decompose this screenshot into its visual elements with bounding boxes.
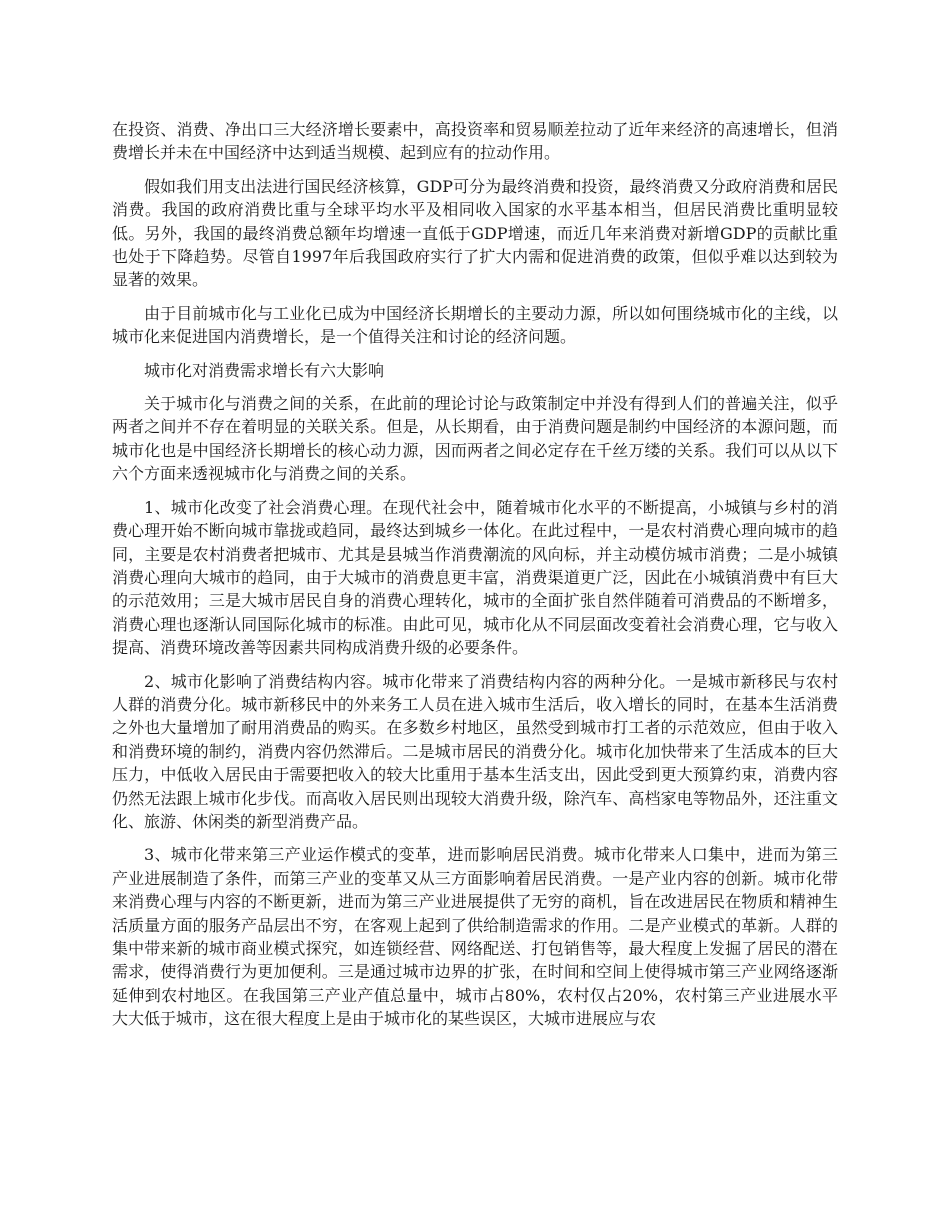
- paragraph-intro: 在投资、消费、净出口三大经济增长要素中，高投资率和贸易顺差拉动了近年来经济的高速增长，但消费增长并未在中国经济中达到适当规模、起到应有的拉动作用。: [112, 120, 838, 163]
- paragraph-urbanization-driver: 由于目前城市化与工业化已成为中国经济长期增长的主要动力源，所以如何围绕城市化的主线，以城市化来促进国内消费增长，是一个值得关注和讨论的经济问题。: [112, 303, 838, 347]
- paragraph-point-3: 3、城市化带来第三产业运作模式的变革，进而影响居民消费。城市化带来人口集中，进而为第三产业进展制造了条件，而第三产业的变革又从三方面影响着居民消费。一是产业内容的创新。城市化带来消费心理与内容的不断更新，进而为第三产业进展提供了无穷的商机，旨在改进居民在物质和精神生活质量方面的服务产品层出不穷，在客观上起到了供给制造需求的作用。二是产业模式的革新。人群的集中带来新的城市商业模式探究，如连锁经营、网络配送、打包销售等，最大程度上发掘了居民的潜在需求，使得消费行为更加便利。三是通过城市边界的扩张，在时间和空间上使得城市第三产业网络逐渐延伸到农村地区。在我国第三产业产值总量中，城市占80%，农村仅占20%，农村第三产业进展水平大大低于城市，这在很大程度上是由于城市化的某些误区，大城市进展应与农: [112, 845, 838, 1029]
- paragraph-relationship: 关于城市化与消费之间的关系，在此前的理论讨论与政策制定中并没有得到人们的普遍关注，似乎两者之间并不存在着明显的关联关系。但是，从长期看，由于消费问题是制约中国经济的本源问题，而城市化也是中国经济长期增长的核心动力源，因而两者之间必定存在千丝万缕的关系。我们可以从以下六个方面来透视城市化与消费之间的关系。: [112, 394, 838, 484]
- document-body: [112, 118, 838, 1041]
- paragraph-gdp-accounting: 假如我们用支出法进行国民经济核算，GDP可分为最终消费和投资，最终消费又分政府消费和居民消费。我国的政府消费比重与全球平均水平及相同收入国家的水平基本相当，但居民消费比重明显较低。另外，我国的最终消费总额年均增速一直低于GDP增速，而近几年来消费对新增GDP的贡献比重也处于下降趋势。尽管自1997年后我国政府实行了扩大内需和促进消费的政策，但似乎难以达到较为显著的效果。: [112, 176, 838, 290]
- paragraph-point-2: 2、城市化影响了消费结构内容。城市化带来了消费结构内容的两种分化。一是城市新移民与农村人群的消费分化。城市新移民中的外来务工人员在进入城市生活后，收入增长的同时，在基本生活消费之外也大量增加了耐用消费品的购买。在多数乡村地区，虽然受到城市打工者的示范效应，但由于收入和消费环境的制约，消费内容仍然滞后。二是城市居民的消费分化。城市化加快带来了生活成本的巨大压力，中低收入居民由于需要把收入的较大比重用于基本生活支出，因此受到更大预算约束，消费内容仍然无法跟上城市化步伐。而高收入居民则出现较大消费升级，除汽车、高档家电等物品外，还注重文化、旅游、休闲类的新型消费产品。: [112, 671, 838, 831]
- section-heading: 城市化对消费需求增长有六大影响: [144, 360, 385, 380]
- paragraph-point-1: 1、城市化改变了社会消费心理。在现代社会中，随着城市化水平的不断提高，小城镇与乡村的消费心理开始不断向城市靠拢或趋同，最终达到城乡一体化。在此过程中，一是农村消费心理向城市的趋同，主要是农村消费者把城市、尤其是县城当作消费潮流的风向标，并主动模仿城市消费；二是小城镇消费心理向大城市的趋同，由于大城市的消费息更丰富，消费渠道更广泛，因此在小城镇消费中有巨大的示范效用；三是大城市居民自身的消费心理转化，城市的全面扩张自然伴随着可消费品的不断增多，消费心理也逐渐认同国际化城市的标准。由此可见，城市化从不同层面改变着社会消费心理，它与收入提高、消费环境改善等因素共同构成消费升级的必要条件。: [112, 497, 838, 658]
